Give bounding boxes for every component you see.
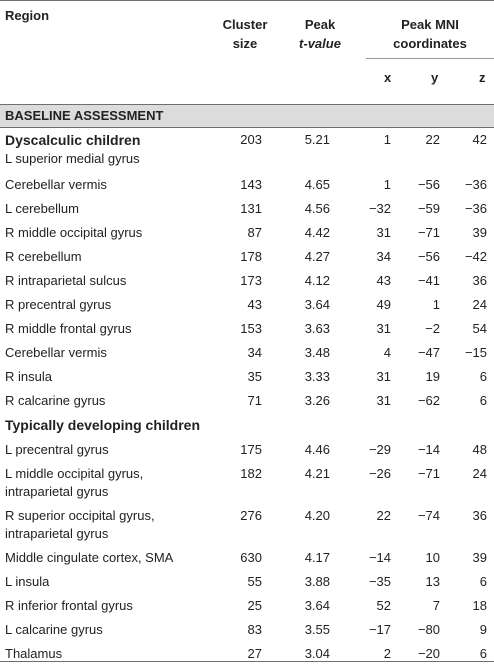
cell-x: 31: [376, 225, 391, 240]
header-y: y: [431, 70, 439, 85]
cell-x: 34: [376, 249, 391, 264]
cell-y: −80: [417, 622, 440, 637]
cell-z: 54: [472, 321, 487, 336]
cell-peak-t: 3.64: [304, 598, 330, 613]
cell-cluster-size: 25: [247, 598, 262, 613]
cell-peak-t: 3.63: [304, 321, 330, 336]
region-label-continued: intraparietal gyrus: [5, 526, 109, 541]
cell-y: 19: [425, 369, 440, 384]
header-z: z: [479, 70, 486, 85]
region-label: L precentral gyrus: [5, 442, 109, 457]
cell-x: 2: [383, 646, 391, 661]
group-label: Dyscalculic children: [5, 132, 141, 148]
cell-cluster-size: 153: [240, 321, 262, 336]
cell-z: 6: [479, 393, 487, 408]
cell-y: 13: [425, 574, 440, 589]
cell-z: 36: [472, 273, 487, 288]
header-x: x: [384, 70, 392, 85]
section-rule: [0, 127, 494, 128]
cell-z: 6: [479, 646, 487, 661]
cell-x: 1: [383, 132, 391, 147]
cell-y: −41: [417, 273, 440, 288]
header-region: Region: [5, 8, 50, 23]
header-cluster-1: Cluster: [222, 17, 268, 32]
top-rule: [0, 0, 494, 1]
header-mni-1: Peak MNI: [401, 17, 459, 32]
cell-cluster-size: 203: [240, 132, 262, 147]
cell-peak-t: 3.55: [304, 622, 330, 637]
region-label: R calcarine gyrus: [5, 393, 106, 408]
cell-z: 6: [479, 574, 487, 589]
cell-y: 1: [432, 297, 440, 312]
cell-cluster-size: 35: [247, 369, 262, 384]
cell-z: −36: [464, 201, 487, 216]
header-mni-2: coordinates: [393, 36, 467, 51]
cell-cluster-size: 27: [247, 646, 262, 661]
region-label: Middle cingulate cortex, SMA: [5, 550, 174, 565]
cell-z: −15: [464, 345, 487, 360]
cell-z: 6: [479, 369, 487, 384]
cell-y: −62: [417, 393, 440, 408]
cell-peak-t: 4.17: [304, 550, 330, 565]
cell-z: 42: [472, 132, 487, 147]
group-label: Typically developing children: [5, 417, 201, 433]
region-label: Cerebellar vermis: [5, 345, 107, 360]
cell-peak-t: 3.33: [304, 369, 330, 384]
cell-x: −14: [368, 550, 391, 565]
region-label: R middle frontal gyrus: [5, 321, 132, 336]
cell-x: −17: [368, 622, 391, 637]
header-peak-2: t-value: [299, 36, 341, 51]
cell-cluster-size: 34: [247, 345, 262, 360]
cell-x: −26: [368, 466, 391, 481]
cell-cluster-size: 178: [240, 249, 262, 264]
region-label: L insula: [5, 574, 50, 589]
cell-peak-t: 4.56: [304, 201, 330, 216]
cell-x: −35: [368, 574, 391, 589]
cell-peak-t: 3.48: [304, 345, 330, 360]
cell-peak-t: 3.64: [304, 297, 330, 312]
cell-peak-t: 4.46: [304, 442, 330, 457]
cell-y: 10: [425, 550, 440, 565]
cell-z: 36: [472, 508, 487, 523]
region-label: R superior occipital gyrus,: [5, 508, 155, 523]
cell-z: 39: [472, 550, 487, 565]
cell-z: −36: [464, 177, 487, 192]
cell-z: 39: [472, 225, 487, 240]
section-label: BASELINE ASSESSMENT: [5, 108, 164, 123]
cell-peak-t: 3.04: [304, 646, 330, 661]
cell-z: 9: [479, 622, 487, 637]
region-label: R middle occipital gyrus: [5, 225, 143, 240]
region-label-continued: intraparietal gyrus: [5, 484, 109, 499]
region-label: R insula: [5, 369, 52, 384]
cell-y: −56: [417, 177, 440, 192]
cell-y: −14: [417, 442, 440, 457]
cell-peak-t: 3.88: [304, 574, 330, 589]
cell-y: 22: [425, 132, 440, 147]
region-label: L middle occipital gyrus,: [5, 466, 144, 481]
cell-y: −71: [417, 466, 440, 481]
cell-z: 24: [472, 297, 487, 312]
cell-peak-t: 3.26: [304, 393, 330, 408]
cell-peak-t: 5.21: [304, 132, 330, 147]
cell-cluster-size: 43: [247, 297, 262, 312]
region-label: R cerebellum: [5, 249, 82, 264]
cell-cluster-size: 71: [247, 393, 262, 408]
cell-y: −20: [417, 646, 440, 661]
cell-x: 4: [383, 345, 391, 360]
cell-cluster-size: 182: [240, 466, 262, 481]
cell-x: 22: [376, 508, 391, 523]
cell-x: −29: [368, 442, 391, 457]
cell-z: 18: [472, 598, 487, 613]
cell-x: 49: [376, 297, 391, 312]
cell-peak-t: 4.12: [304, 273, 330, 288]
cell-cluster-size: 276: [240, 508, 262, 523]
region-label: R precentral gyrus: [5, 297, 112, 312]
cell-x: 43: [376, 273, 391, 288]
cell-x: 52: [376, 598, 391, 613]
cell-y: −2: [425, 321, 440, 336]
cell-y: −71: [417, 225, 440, 240]
cell-cluster-size: 630: [240, 550, 262, 565]
cell-peak-t: 4.20: [304, 508, 330, 523]
cell-cluster-size: 87: [247, 225, 262, 240]
cell-cluster-size: 55: [247, 574, 262, 589]
cell-cluster-size: 173: [240, 273, 262, 288]
cell-x: 31: [376, 393, 391, 408]
cell-y: −59: [417, 201, 440, 216]
cell-z: 48: [472, 442, 487, 457]
cell-y: −47: [417, 345, 440, 360]
cell-x: 31: [376, 369, 391, 384]
cell-peak-t: 4.21: [304, 466, 330, 481]
cell-peak-t: 4.27: [304, 249, 330, 264]
cell-cluster-size: 131: [240, 201, 262, 216]
region-label: Thalamus: [5, 646, 63, 661]
mni-subrule: [366, 58, 494, 59]
cell-x: 31: [376, 321, 391, 336]
region-label: L superior medial gyrus: [5, 151, 140, 166]
cell-x: −32: [368, 201, 391, 216]
region-label: L calcarine gyrus: [5, 622, 103, 637]
cell-y: 7: [432, 598, 440, 613]
cell-peak-t: 4.42: [304, 225, 330, 240]
cell-cluster-size: 175: [240, 442, 262, 457]
header-cluster-2: size: [232, 36, 258, 51]
region-label: L cerebellum: [5, 201, 79, 216]
cell-cluster-size: 143: [240, 177, 262, 192]
region-label: R intraparietal sulcus: [5, 273, 127, 288]
cell-cluster-size: 83: [247, 622, 262, 637]
header-peak-1: Peak: [304, 17, 336, 32]
region-label: R inferior frontal gyrus: [5, 598, 133, 613]
cell-y: −56: [417, 249, 440, 264]
region-label: Cerebellar vermis: [5, 177, 107, 192]
cell-y: −74: [417, 508, 440, 523]
bottom-rule: [0, 661, 494, 662]
cell-z: −42: [464, 249, 487, 264]
cell-peak-t: 4.65: [304, 177, 330, 192]
cell-z: 24: [472, 466, 487, 481]
cell-x: 1: [383, 177, 391, 192]
